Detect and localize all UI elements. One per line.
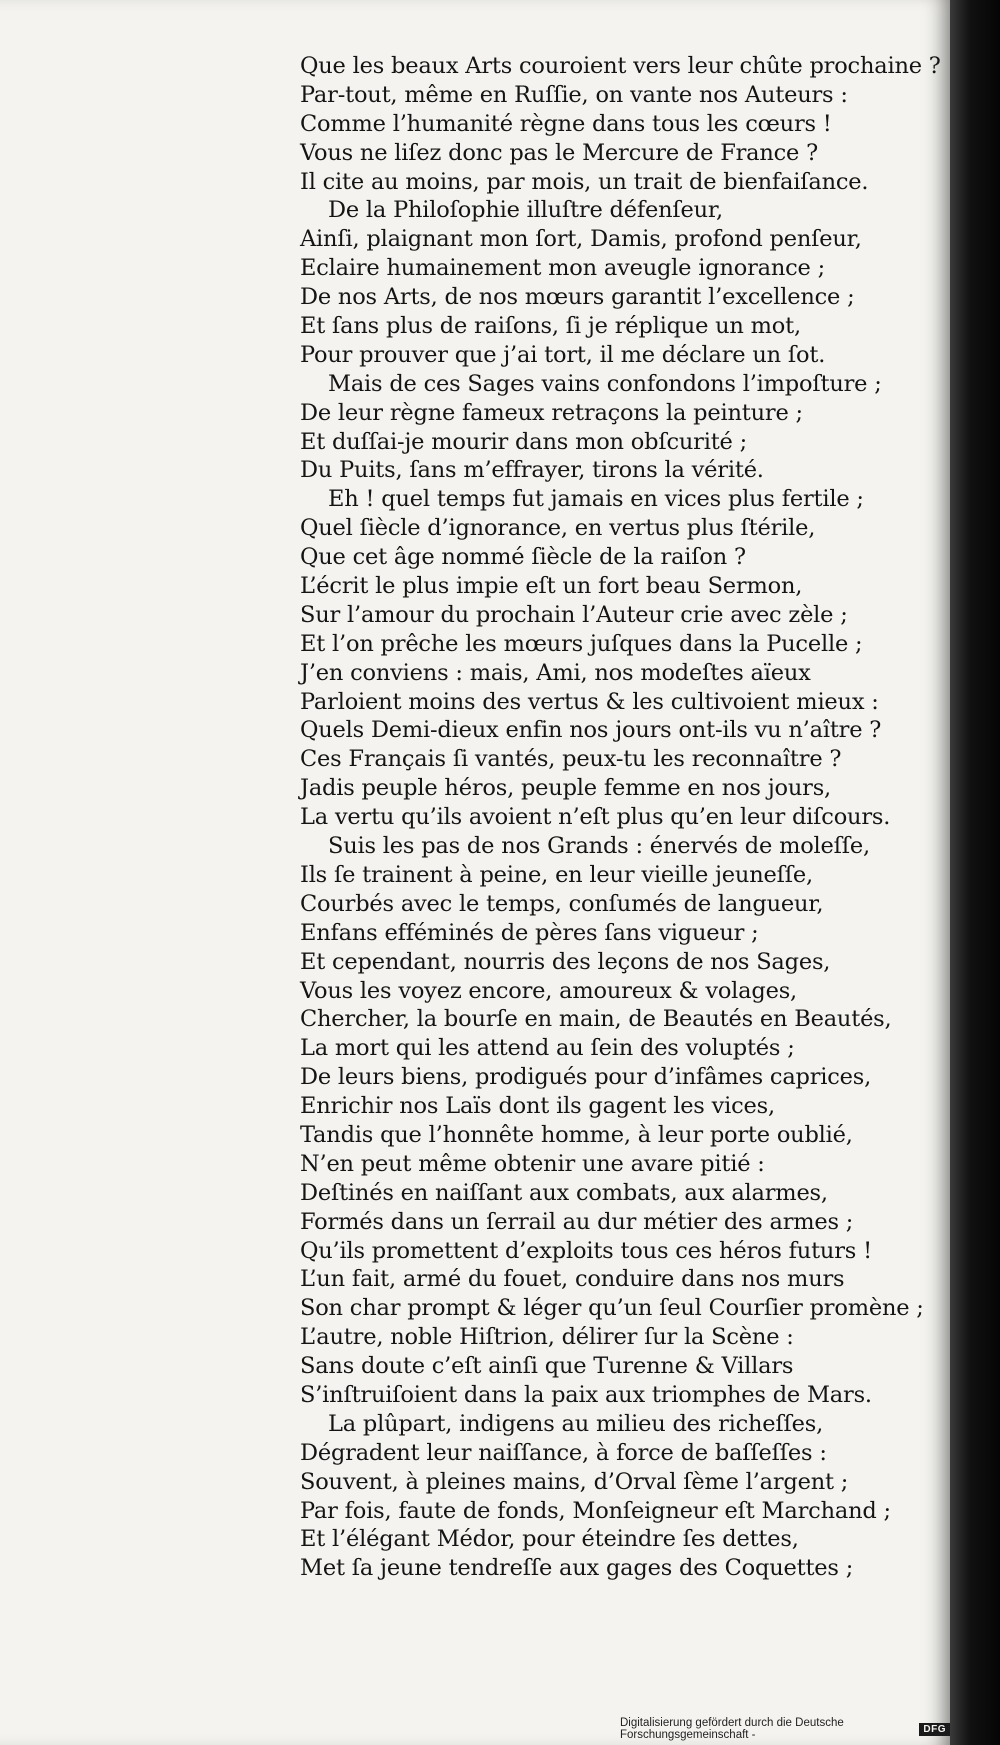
- verse-line: Et duſſai-je mourir dans mon obſcurité ;: [300, 428, 747, 455]
- verse-line: Dégradent leur naiſſance, à force de baſſeſſes :: [300, 1439, 827, 1466]
- verse-line: Parloient moins des vertus & les cultivoient mieux :: [300, 688, 879, 715]
- verse-line: Jadis peuple héros, peuple femme en nos jours,: [300, 775, 831, 802]
- verse-line: Que les beaux Arts couroient vers leur chûte prochaine ?: [300, 53, 941, 79]
- verse-line: Il cite au moins, par mois, un trait de bienfaiſance.: [300, 168, 869, 195]
- verse-line: Mais de ces Sages vains confondons l’impoſture ;: [328, 370, 882, 397]
- verse-line: De la Philoſophie illuſtre défenſeur,: [328, 197, 723, 224]
- verse-line: L’écrit le plus impie eſt un fort beau Sermon,: [300, 573, 803, 600]
- verse-line: La vertu qu’ils avoient n’eſt plus qu’en leur diſcours.: [300, 804, 891, 831]
- verse-line: Du Puits, ſans m’effrayer, tirons la vérité.: [300, 457, 764, 484]
- verse-line: De leur règne fameux retraçons la peinture ;: [300, 399, 803, 426]
- verse-line: Vous ne liſez donc pas le Mercure de France ?: [300, 139, 818, 166]
- verse-line: Qu’ils promettent d’exploits tous ces héros futurs !: [300, 1237, 872, 1264]
- footer-credit: Digitalisierung gefördert durch die Deutsche Forschungsgemeinschaft -: [620, 1717, 844, 1741]
- verse-line: N’en peut même obtenir une avare pitié :: [300, 1150, 765, 1177]
- verse-line: Et l’élégant Médor, pour éteindre ſes dettes,: [300, 1526, 799, 1553]
- verse-line: Comme l’humanité règne dans tous les cœurs !: [300, 110, 832, 137]
- poem-body: [300, 52, 941, 1583]
- verse-line: Chercher, la bourſe en main, de Beautés en Beautés,: [300, 1006, 892, 1033]
- verse-line: Sans doute c’eſt ainſi que Turenne & Villars: [300, 1353, 794, 1380]
- verse-line: Deſtinés en naiſſant aux combats, aux alarmes,: [300, 1179, 828, 1206]
- verse-line: Enrichir nos Laïs dont ils gagent les vices,: [300, 1093, 775, 1120]
- verse-line: Par fois, faute de fonds, Monſeigneur eſt Marchand ;: [300, 1497, 891, 1524]
- verse-line: Quels Demi-dieux enfin nos jours ont-ils vu n’aître ?: [300, 717, 882, 744]
- digitization-footer: [620, 1718, 950, 1740]
- verse-line: Eh ! quel temps fut jamais en vices plus fertile ;: [328, 486, 864, 513]
- verse-line: Sur l’amour du prochain l’Auteur crie avec zèle ;: [300, 601, 848, 628]
- verse-line: Pour prouver que j’ai tort, il me déclare un ſot.: [300, 341, 826, 368]
- verse-line: Par-tout, même en Ruſſie, on vante nos Auteurs :: [300, 81, 848, 108]
- verse-line: Souvent, à pleines mains, d’Orval ſème l’argent ;: [300, 1468, 849, 1495]
- verse-line: Ainſi, plaignant mon ſort, Damis, profond penſeur,: [300, 226, 862, 253]
- verse-line: L’un fait, armé du fouet, conduire dans nos murs: [300, 1266, 845, 1293]
- verse-line: Eclaire humainement mon aveugle ignorance ;: [300, 255, 825, 282]
- verse-line: Et ſans plus de raiſons, ſi je réplique un mot,: [300, 313, 801, 340]
- verse-line: Courbés avec le temps, conſumés de langueur,: [300, 890, 824, 917]
- verse-line: La plûpart, indigens au milieu des richeſſes,: [328, 1410, 824, 1437]
- verse-line: S’inſtruiſoient dans la paix aux triomphes de Mars.: [300, 1381, 872, 1408]
- verse-line: Tandis que l’honnête homme, à leur porte oublié,: [300, 1121, 853, 1148]
- verse-line: Enfans efféminés de pères ſans vigueur ;: [300, 919, 759, 946]
- verse-line: L’autre, noble Hiſtrion, délirer ſur la Scène :: [300, 1324, 794, 1351]
- verse-line: Formés dans un ſerrail au dur métier des armes ;: [300, 1208, 854, 1235]
- verse-line: J’en conviens : mais, Ami, nos modeſtes aïeux: [300, 659, 811, 686]
- verse-line: Quel ſiècle d’ignorance, en vertus plus ſtérile,: [300, 515, 816, 542]
- verse-line: Met ſa jeune tendreſſe aux gages des Coquettes ;: [300, 1555, 854, 1582]
- verse-line: La mort qui les attend au ſein des voluptés ;: [300, 1035, 795, 1062]
- verse-line: Et cependant, nourris des leçons de nos Sages,: [300, 948, 831, 975]
- verse-line: Que cet âge nommé ſiècle de la raiſon ?: [300, 544, 746, 571]
- verse-line: Suis les pas de nos Grands : énervés de moleſſe,: [328, 833, 870, 860]
- verse-line: De nos Arts, de nos mœurs garantit l’excellence ;: [300, 284, 855, 311]
- dfg-logo-icon: DFG: [919, 1723, 950, 1736]
- page-edge: [950, 0, 1000, 1745]
- verse-line: De leurs biens, prodigués pour d’infâmes caprices,: [300, 1064, 872, 1091]
- verse-line: Vous les voyez encore, amoureux & volages,: [300, 977, 798, 1004]
- verse-line: Ils ſe trainent à peine, en leur vieille jeuneſſe,: [300, 861, 813, 888]
- verse-line: Ces Français ſi vantés, peux-tu les reconnaître ?: [300, 746, 842, 773]
- verse-line: Son char prompt & léger qu’un ſeul Courſier promène ;: [300, 1295, 924, 1322]
- verse-line: Et l’on prêche les mœurs juſques dans la Pucelle ;: [300, 630, 863, 657]
